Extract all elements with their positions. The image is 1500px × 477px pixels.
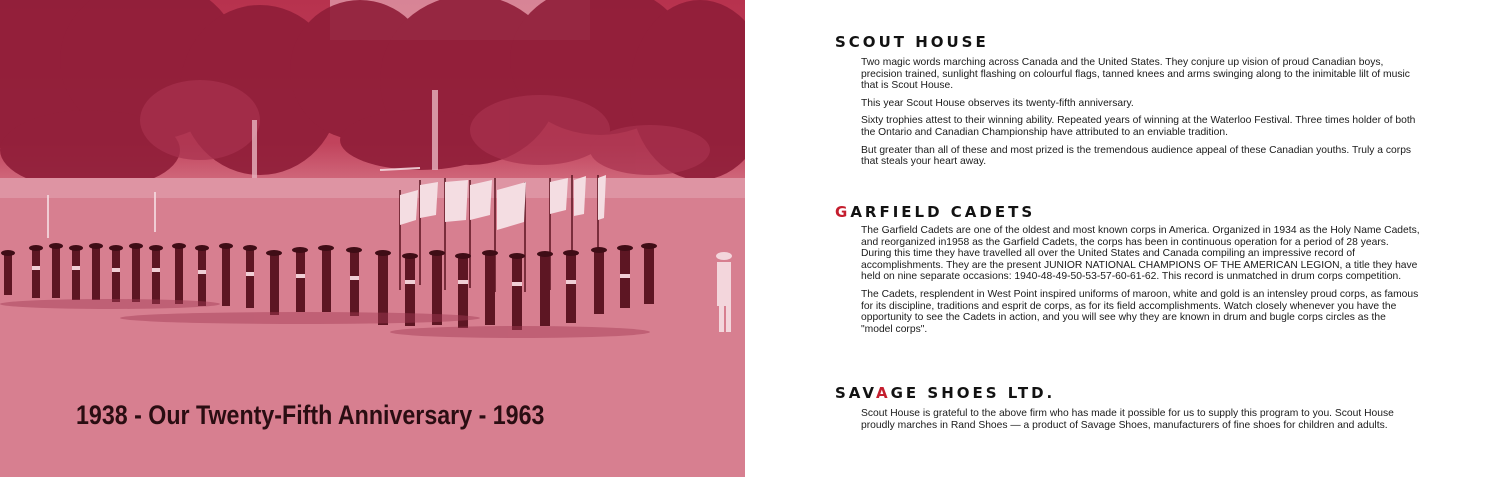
- heading-red-letter: A: [876, 384, 891, 402]
- savage-shoes-section: [835, 384, 1420, 437]
- scout-house-paragraph: This year Scout House observes its twenty-fifth anniversary.: [861, 97, 1134, 109]
- scout-house-paragraph: Two magic words marching across Canada and the United States. They conjure up vision of proud Canadian boys, precision trained, sunlight flashing on colourful flags, tanned knees and arms swinging along to the inimitable lilt of music that is Scout House.: [861, 57, 1410, 92]
- savage-shoes-paragraph: Scout House is grateful to the above firm who has made it possible for us to supply this program to you. Scout House proudly marches in Rand Shoes — a product of Savage Shoes, manufacturers of fine shoes for children and adults.: [861, 408, 1394, 431]
- anniversary-photo: [0, 0, 745, 477]
- scout-house-paragraph: Sixty trophies attest to their winning ability. Repeated years of winning at the Waterloo Festival. Three times holder of both the Ontario and Canadian Championship have attributed to an enviable tradition.: [861, 115, 1416, 138]
- heading-part: SAV: [835, 384, 876, 402]
- program-text-page: [745, 0, 1500, 477]
- scout-house-paragraph: But greater than all of these and most prized is the tremendous audience appeal of these Canadian youths. Truly a corps that steals your heart away.: [861, 144, 1412, 168]
- scout-house-section: [835, 33, 1420, 174]
- savage-shoes-heading: [835, 384, 1420, 402]
- heading-rest: ARFIELD CADETS: [850, 203, 1036, 221]
- garfield-cadets-heading: [835, 203, 1420, 221]
- garfield-cadets-section: [835, 203, 1420, 341]
- scout-house-heading: SCOUT HOUSE: [835, 33, 989, 51]
- anniversary-caption: 1938 - Our Twenty-Fifth Anniversary - 1963: [76, 400, 545, 430]
- heading-initial: G: [835, 203, 851, 221]
- garfield-cadets-paragraph: The Cadets, resplendent in West Point inspired uniforms of maroon, white and gold is an intensley proud corps, as famous for its discipline, traditions and esprit de corps, as for its field accomplishments. Watch closely whenever you have the opportunity to see the Cadets in action, and you will see why they are known in drum and bugle corps circles as the "model corps".: [861, 288, 1419, 335]
- heading-part: GE SHOES LTD.: [890, 384, 1056, 402]
- garfield-cadets-paragraph: The Garfield Cadets are one of the oldest and most known corps in America. Organized in 1934 as the Holy Name Cadets, and reorganized in1958 as the Garfield Cadets, the corps has been in continuous operation for a period of 28 years. During this time they have travelled all over the United States and Canada compiling an impressive record of accomplishments. They are the present JUNIOR NATIONAL CHAMPIONS OF THE AMERICAN LEGION, a title they have held on nine separate occasions: 1940-48-49-50-53-57-60-61-62. This record is unmatched in drum corps competition.: [861, 225, 1420, 283]
